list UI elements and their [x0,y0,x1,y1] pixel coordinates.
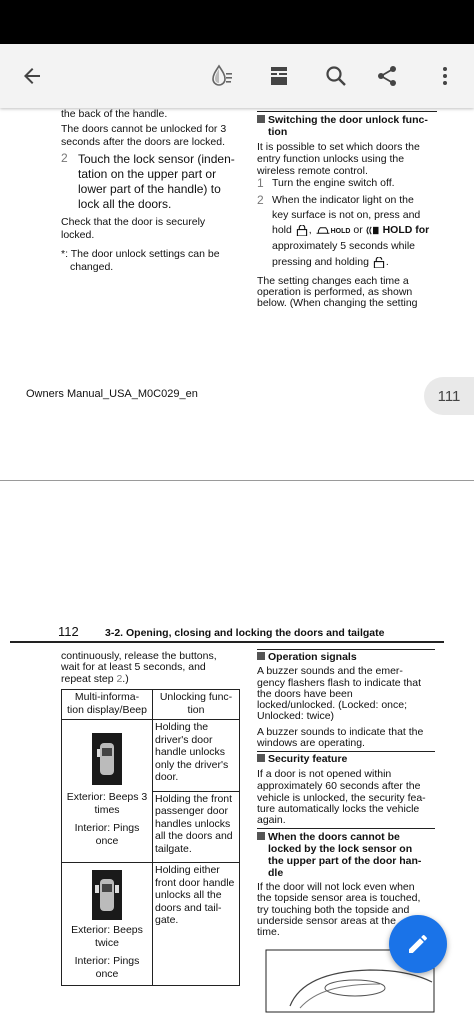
page-footer: Owners Manual_USA_M0C029_en [26,388,198,400]
text-line: below. (When changing the setting [257,297,418,309]
text-line: key surface is not on, press and [272,209,421,221]
car-icon [315,225,331,236]
text-line: underside sensor areas at the [257,915,396,927]
search-button[interactable] [316,56,356,96]
section-heading: Switching the door unlock func- [257,114,428,127]
search-icon [324,64,348,88]
section-heading-cont: the upper part of the door han- [268,855,422,867]
section-heading: Operation signals [257,651,357,664]
text-line: continuously, release the buttons, [61,650,217,662]
pencil-icon [406,932,430,956]
table-header-function: Unlocking func- tion [153,690,240,720]
page-number: 112 [58,624,79,639]
unlock-settings-table [61,689,240,986]
section-rule [257,649,435,650]
text-line: changed. [70,261,114,273]
interior-ping: Interior: Pings once [74,822,140,847]
table-cell-function-1: Holding the driver's door handle unlocks only the driver's door. [153,720,240,792]
vehicle-display-icon [92,870,122,920]
section-heading-cont: locked by the lock sensor on [268,843,413,855]
section-heading: Security feature [257,753,347,766]
edit-fab[interactable] [389,915,447,973]
text-line-with-icon: pressing and holding . [272,256,389,268]
section-rule [257,751,435,752]
more-options-button[interactable] [425,56,465,96]
interior-ping: Interior: Pings once [74,955,140,980]
text-line: windows are operating. [257,737,365,749]
text-line: the topside sensor area is touched, [257,892,421,904]
arrow-left-icon [20,64,44,88]
text-line: the doors have been [257,688,353,700]
step-number: 2 [61,151,68,165]
text-line: wireless remote control. [257,165,368,177]
text-line: gency flashers flash to indicate that [257,677,422,689]
text-line: entry function unlocks using the [257,153,405,165]
back-button[interactable] [12,56,52,96]
step-number: 1 [257,176,264,190]
table-header-display: Multi-informa- tion display/Beep [62,690,153,720]
text-line: locked. [61,229,95,241]
text-line: the back of the handle. [61,108,168,120]
text-line: If the door will not lock even when [257,881,415,893]
text-line: It is possible to set which doors the [257,141,420,153]
text-line: approximately 5 seconds while [272,240,415,252]
table-cell-display-1 [62,720,153,863]
section-heading: When the doors cannot be [257,831,400,844]
share-button[interactable] [367,56,407,96]
exterior-beep: Exterior: Beeps twice [71,924,143,949]
vehicle-display-icon [92,733,122,785]
text-line: wait for at least 5 seconds, and [61,661,206,673]
text-line: approximately 60 seconds after the [257,780,421,792]
section-heading-cont: tion [268,126,288,138]
text-line: When the indicator light on the [272,194,414,206]
text-line: A buzzer sounds and the emer- [257,665,403,677]
text-line: operation is performed, as shown [257,286,413,298]
text-line: try touching both the topside and [257,904,410,916]
text-line: The setting changes each time a [257,275,409,287]
text-line: vehicle is unlocked, the security fea- [257,792,426,804]
text-line: repeat step 2.) [61,673,129,685]
text-line: The doors cannot be unlocked for 3 [61,123,227,135]
app-toolbar [0,44,474,108]
text-line: lock all the doors. [78,197,172,211]
section-title: 3-2. Opening, closing and locking the doors and tailgate [105,627,385,639]
text-line: lower part of the handle) to [78,182,221,196]
pdf-page-111 [0,108,474,480]
text-line: seconds after the doors are locked. [61,136,226,148]
tailgate-icon [366,225,380,236]
text-line: ture automatically locks the vehicle [257,803,420,815]
text-line: A buzzer sounds to indicate that the [257,726,424,738]
unlock-icon [372,257,386,268]
text-line: Turn the engine switch off. [272,177,395,189]
section-rule [257,828,435,829]
status-bar [0,0,474,44]
text-line-with-icons: hold , HOLD or HOLD for [272,224,430,236]
text-line: Check that the door is securely [61,216,206,228]
table-cell-function-2: Holding the front passenger door handles unlocks all the doors and tailgate. [153,791,240,863]
night-mode-icon [208,62,236,90]
reading-view-button[interactable] [259,56,299,96]
header-rule [10,641,444,643]
section-rule [257,111,437,112]
night-mode-button[interactable] [202,56,242,96]
share-icon [375,64,399,88]
text-line: locked/unlocked. (Locked: once; [257,699,408,711]
text-line: Unlocked: twice) [257,710,335,722]
exterior-beep: Exterior: Beeps 3 times [66,791,148,816]
text-line: Touch the lock sensor (inden- [78,152,235,166]
text-line: If a door is not opened within [257,768,392,780]
table-cell-function-3: Holding either front door handle unlocks all the doors and tail- gate. [153,863,240,986]
reading-view-icon [267,64,291,88]
more-vert-icon [433,64,457,88]
table-cell-display-2 [62,863,153,986]
step-number: 2 [257,193,264,207]
section-heading-cont: dle [268,867,284,879]
page-number-badge: 111 [424,377,474,415]
text-line: tation on the upper part or [78,167,217,181]
lock-icon [295,225,309,236]
text-line: *: The door unlock settings can be [61,248,220,260]
text-line: again. [257,814,286,826]
text-line: time. [257,926,280,938]
